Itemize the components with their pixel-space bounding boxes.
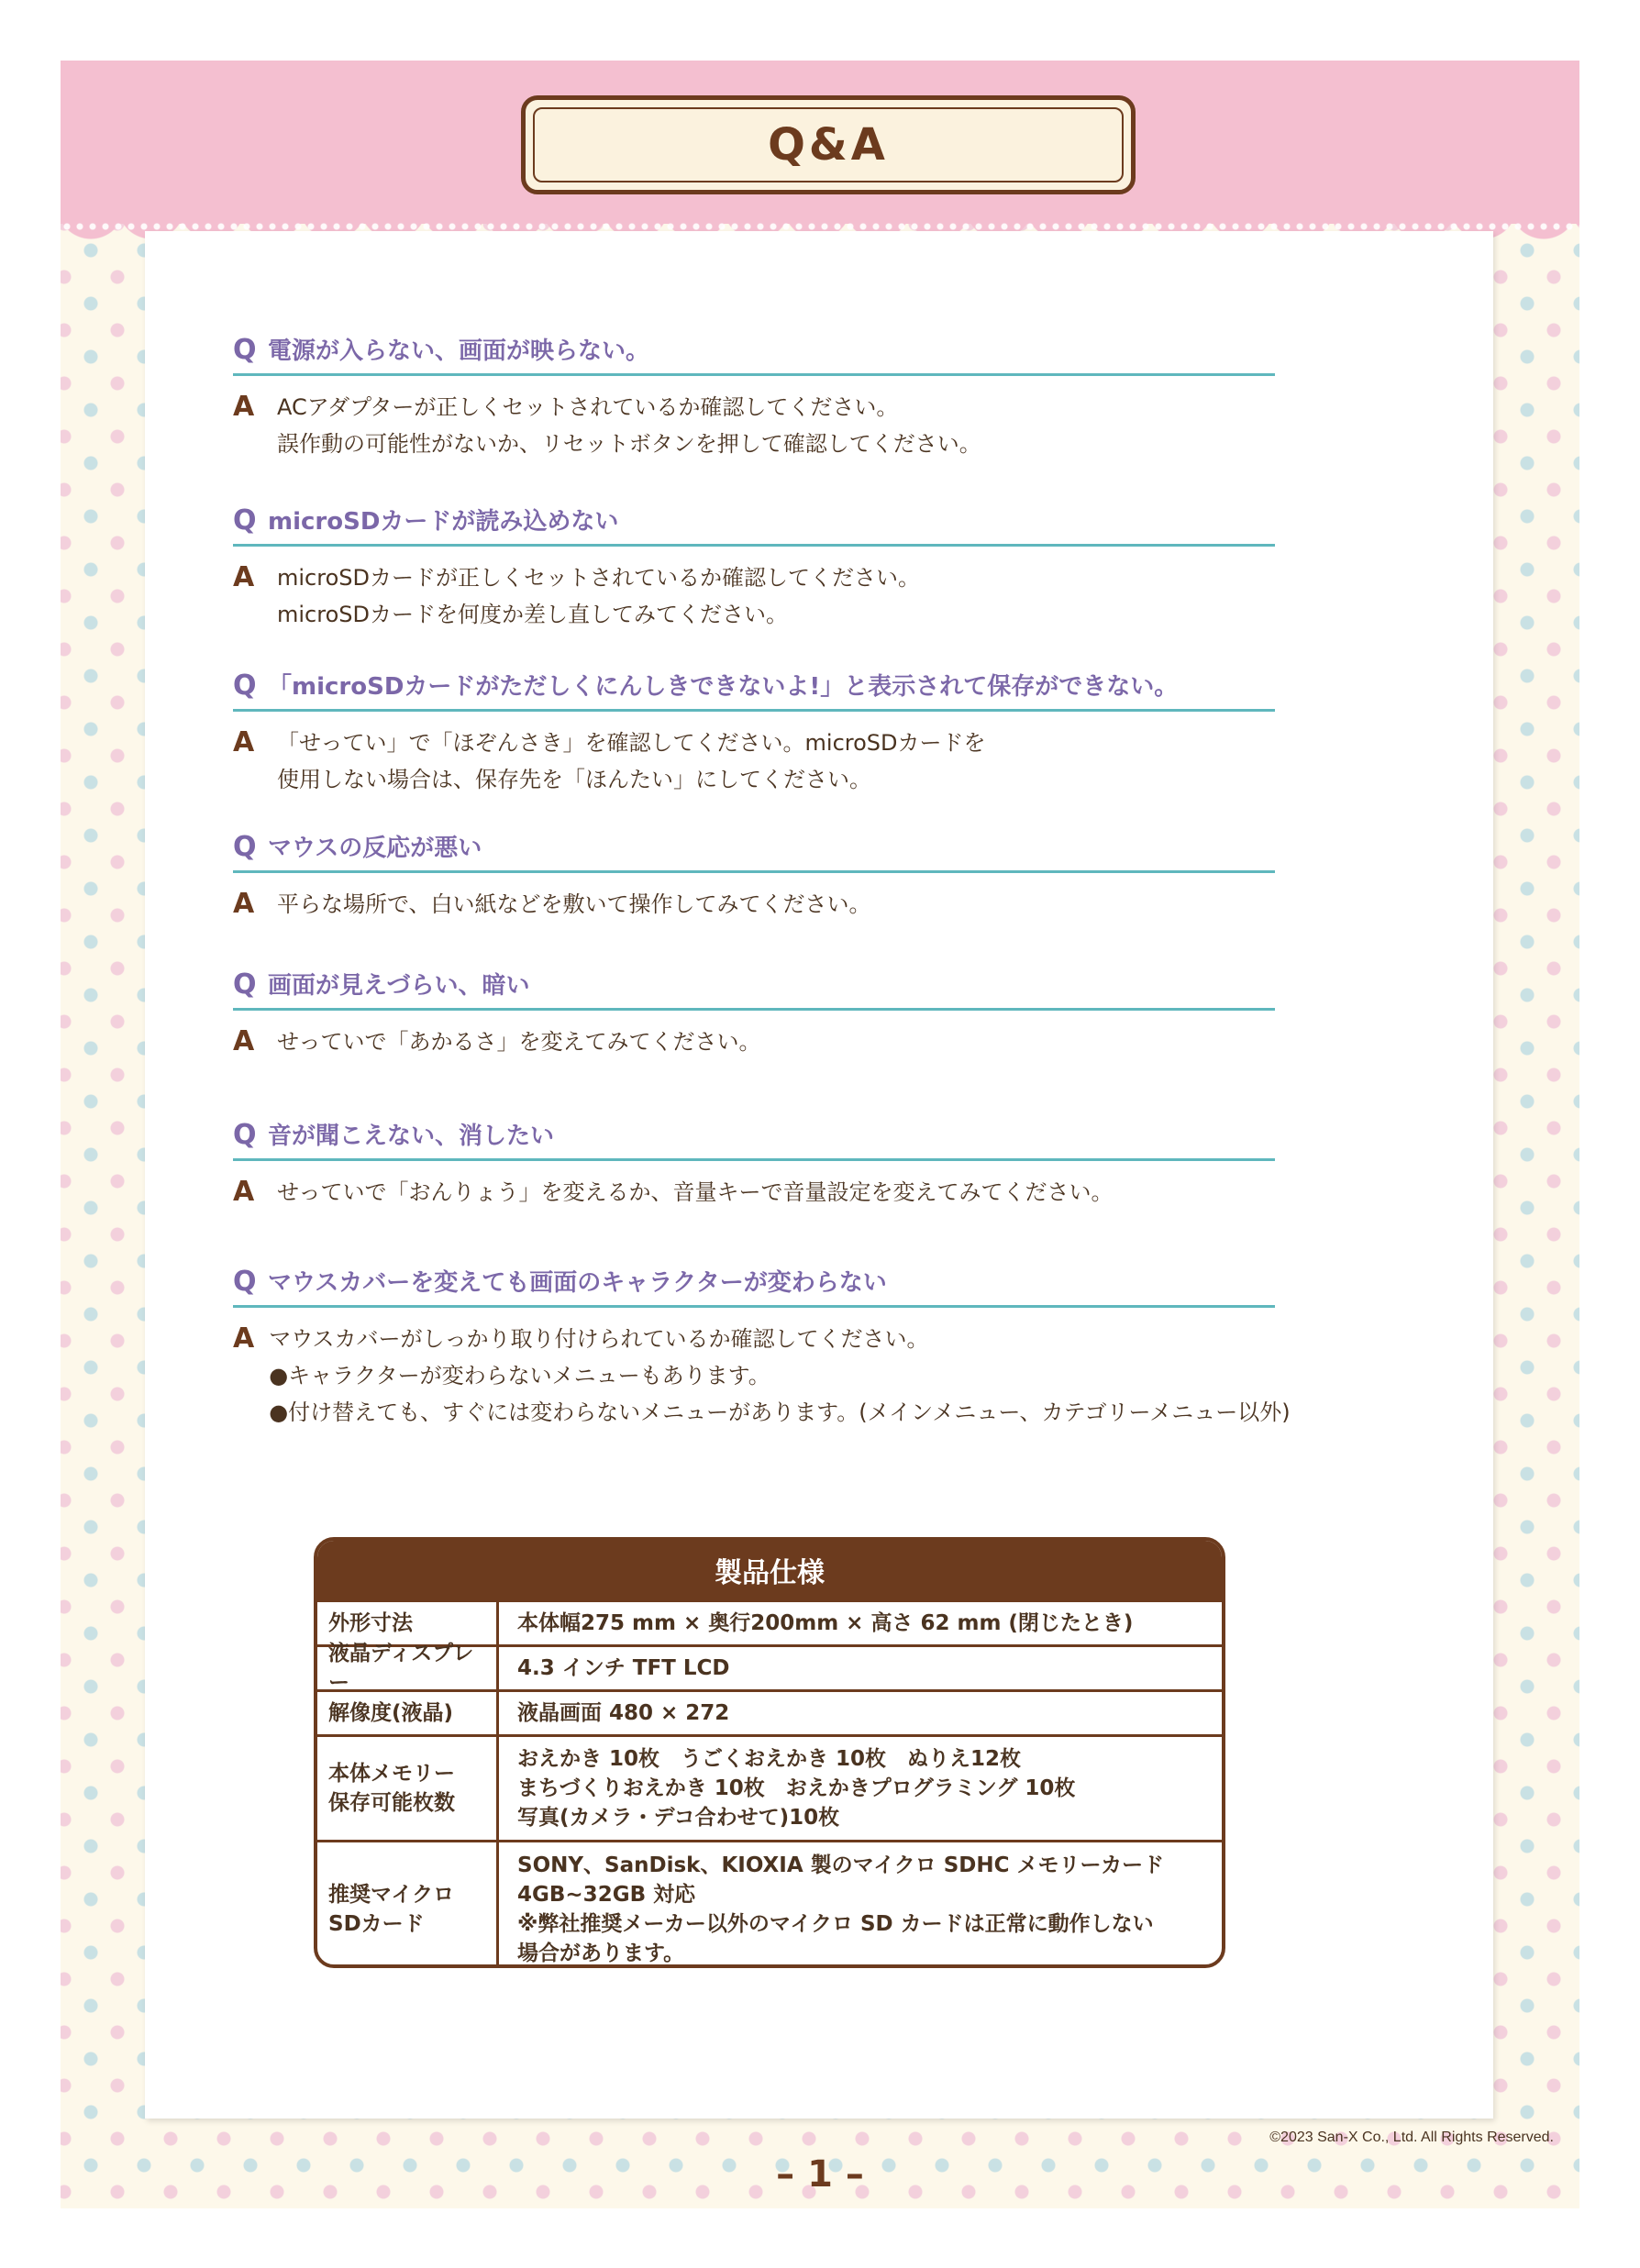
qa-item [233,503,1275,633]
question-text: 音が聞こえない、消したい [268,1123,555,1150]
question-row [233,668,1275,712]
answer-line: ●キャラクターが変わらないメニューもあります。 [269,1363,770,1388]
answer-line: microSDカードが正しくセットされているか確認してください。 [277,565,920,591]
q-mark: Q [233,334,257,366]
answer-line: せっていで「おんりょう」を変えるか、音量キーで音量設定を変えてみてください。 [277,1179,1114,1205]
a-mark: A [233,391,255,423]
spec-row [317,1642,1222,1695]
answer-text [277,559,920,633]
qa-item [233,1264,1291,1431]
q-mark: Q [233,831,257,863]
answer-text [277,886,871,923]
answer-text [277,725,986,798]
answer-line: マウスカバーがしっかり取り付けられているか確認してください。 [269,1326,929,1352]
a-mark: A [233,726,255,758]
answer-line: microSDカードを何度か差し直してみてください。 [277,602,788,627]
answer-line: ●付け替えても、すぐには変わらないメニューがあります。(メインメニュー、カテゴリーメニュー以外) [269,1400,1291,1425]
qa-item [233,332,1275,462]
answer-text [277,389,981,462]
spec-row [317,1689,1222,1734]
a-mark: A [233,561,255,593]
answer-row [233,559,1275,633]
a-mark: A [233,1176,255,1208]
spec-table-header: 製品仕様 [317,1541,1222,1599]
question-text: 「microSDカードがただしくにんしきできないよ!」と表示されて保存ができない。 [268,673,1179,701]
answer-text [269,1321,1290,1431]
spec-table [314,1537,1225,1968]
q-mark: Q [233,968,257,1001]
qa-item [233,1117,1275,1211]
answer-line: 平らな場所で、白い紙などを敷いて操作してみてください。 [277,891,871,917]
spec-label: 液晶ディスプレー [317,1647,499,1689]
qa-item [233,967,1275,1060]
qa-item [233,829,1275,923]
spec-row [317,1840,1222,1968]
question-text: 電源が入らない、画面が映らない。 [268,337,650,365]
spec-value: 4.3 インチ TFT LCD [517,1656,730,1680]
spec-value: 液晶画面 480 × 272 [517,1701,730,1725]
answer-line: 誤作動の可能性がないか、リセットボタンを押して確認してください。 [277,431,981,457]
question-row [233,967,1275,1011]
question-text: マウスカバーを変えても画面のキャラクターが変わらない [268,1269,887,1297]
spec-value: おえかき 10枚 うごくおえかき 10枚 ぬりえ12枚 まちづくりおえかき 10枚 おえかきプログラミング 10枚 写真(カメラ・デコ合わせて)10枚 [517,1747,1076,1830]
spec-label: 本体メモリー 保存可能枚数 [317,1737,499,1840]
answer-row [233,1174,1275,1211]
spec-label: 推奨マイクロ SDカード [317,1842,499,1968]
answer-line: 使用しない場合は、保存先を「ほんたい」にしてください。 [277,767,871,792]
q-mark: Q [233,504,257,537]
question-row [233,1117,1275,1161]
answer-row [233,1321,1291,1431]
answer-line: 「せってい」で「ほぞんさき」を確認してください。microSDカードを [277,730,986,756]
answer-row [233,886,1275,923]
question-row [233,332,1275,376]
q-mark: Q [233,1119,257,1151]
question-row [233,503,1275,547]
question-text: 画面が見えづらい、暗い [268,972,530,1000]
spec-label: 外形寸法 [317,1602,499,1644]
copyright: ©2023 San-X Co., Ltd. All Rights Reserved. [1269,2130,1554,2145]
spec-row [317,1599,1222,1644]
answer-text [277,1023,761,1060]
page-title: Q&A [768,119,889,171]
answer-row [233,389,1275,462]
answer-line: ACアダプターが正しくセットされているか確認してください。 [277,394,899,420]
answer-row [233,725,1275,798]
spec-value: SONY、SanDisk、KIOXIA 製のマイクロ SDHC メモリーカード 4GB~32GB 対応 ※弊社推奨メーカー以外のマイクロ SD カードは正常に動作しない 場合があります。 [517,1853,1165,1965]
title-plate [521,95,1136,194]
q-mark: Q [233,1266,257,1298]
answer-line: せっていで「あかるさ」を変えてみてください。 [277,1029,761,1055]
spec-row [317,1734,1222,1840]
a-mark: A [233,1322,255,1355]
spec-label: 解像度(液晶) [317,1692,499,1734]
question-text: microSDカードが読み込めない [268,508,619,536]
q-mark: Q [233,669,257,702]
question-row [233,1264,1275,1308]
question-text: マウスの反応が悪い [268,835,482,862]
page-number: – 1 – [776,2153,864,2196]
answer-text [277,1174,1114,1211]
a-mark: A [233,888,255,920]
spec-value: 本体幅275 mm × 奥行200mm × 高さ 62 mm (閉じたとき) [517,1611,1134,1635]
answer-row [233,1023,1275,1060]
a-mark: A [233,1025,255,1057]
qa-item [233,668,1275,798]
question-row [233,829,1275,873]
